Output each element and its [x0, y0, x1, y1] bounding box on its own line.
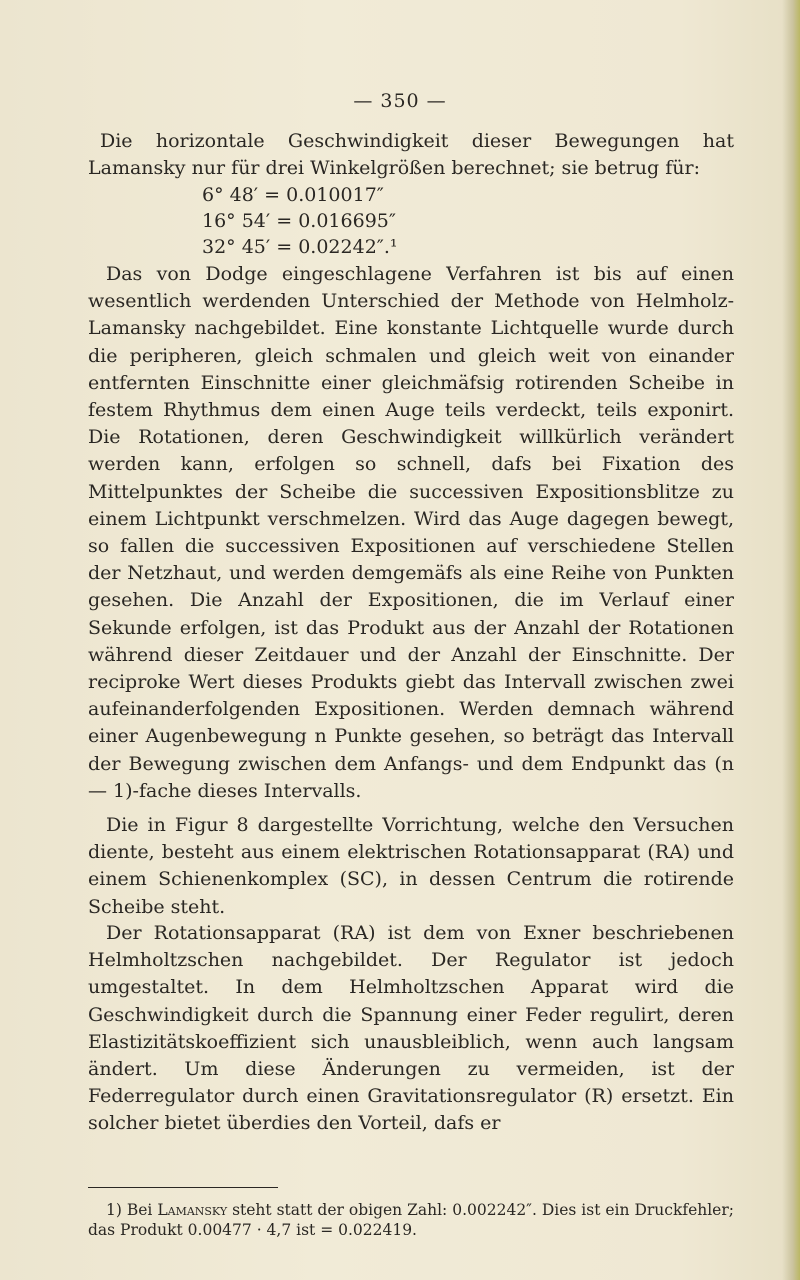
angle-value-row: 6° 48′ = 0.010017″	[202, 184, 384, 206]
footnote	[88, 1200, 734, 1240]
paragraph-rotation-apparatus: Der Rotationsapparat (RA) ist dem von Exner beschriebenen Helmholtzschen nachgebildet. Der Regulator ist jedoch umgestaltet. In dem Helmholtzschen Apparat wird die Geschwindigkeit durch die Spannung einer Feder regulirt, deren Elastizitätskoeffizient sich unausbleiblich, wenn auch langsam ändert. Um diese Änderungen zu vermeiden, ist der Federregulator durch einen Gravitationsregulator (R) ersetzt. Ein solcher bietet überdies den Vorteil, dafs er	[88, 922, 734, 1135]
paragraph-apparatus: Die in Figur 8 dargestellte Vorrichtung, welche den Versuchen diente, besteht aus einem elektrischen Rotationsapparat (RA) und einem Schienenkomplex (SC), in dessen Centrum die rotirende Scheibe steht.	[88, 814, 734, 918]
page-number: — 350 —	[353, 90, 447, 112]
page-edge-shadow	[782, 0, 800, 1280]
footnote-author: Lamansky	[157, 1201, 228, 1219]
paragraph-intro: Die horizontale Geschwindigkeit dieser Bewegungen hat Lamansky nur für drei Winkelgrößen berechnet; sie betrug für:	[88, 130, 734, 180]
paragraph-dodge-method: Das von Dodge eingeschlagene Verfahren ist bis auf einen wesentlich werdenden Unterschied der Methode von Helmholz-Lamansky nachgebildet. Eine konstante Lichtquelle wurde durch die peripheren, gleich schmalen und gleich weit von einander entfernten Einschnitte einer gleichmäfsig rotirenden Scheibe in festem Rhythmus dem einen Auge teils verdeckt, teils exponirt. Die Rotationen, deren Geschwindigkeit willkürlich verändert werden kann, erfolgen so schnell, dafs bei Fixation des Mittelpunktes der Scheibe die successiven Expositionsblitze zu einem Lichtpunkt verschmelzen. Wird das Auge dagegen bewegt, so fallen die successiven Expositionen auf verschiedene Stellen der Netzhaut, und werden demgemäfs als eine Reihe von Punkten gesehen. Die Anzahl der Expositionen, die im Verlauf einer Sekunde erfolgen, ist das Produkt aus der Anzahl der Rotationen während dieser Zeitdauer und der Anzahl der Einschnitte. Der reciproke Wert dieses Produkts giebt das Intervall zwischen zwei aufeinanderfolgenden Expositionen. Werden demnach während einer Augenbewegung n Punkte gesehen, so beträgt das Intervall der Bewegung zwischen dem Anfangs- und dem Endpunkt das (n — 1)-fache dieses Intervalls.	[88, 263, 734, 802]
footnote-prefix: 1) Bei	[106, 1201, 153, 1219]
footnote-text: steht statt der obigen Zahl: 0.002242″. Dies ist ein Druckfehler; das Produkt 0.00477 · 4,7 ist = 0.022419.	[88, 1201, 734, 1239]
angle-values-list	[202, 182, 398, 260]
angle-value-row: 16° 54′ = 0.016695″	[202, 210, 396, 232]
angle-value-row: 32° 45′ = 0.02242″.¹	[202, 236, 398, 258]
footnote-separator	[88, 1187, 278, 1188]
